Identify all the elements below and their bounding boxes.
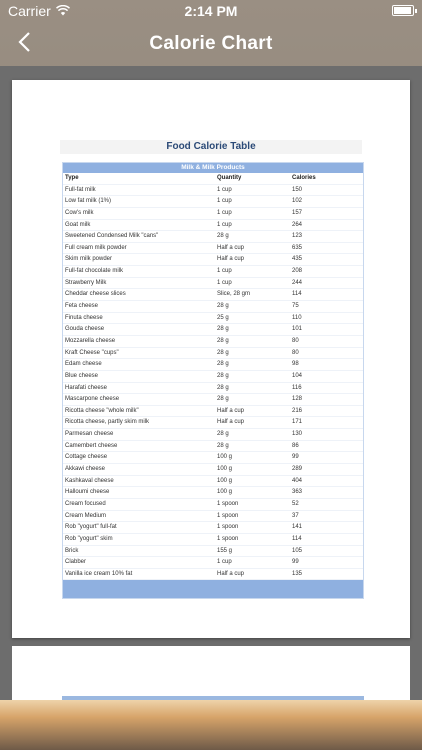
cell-type: Ricotta cheese "whole milk"	[65, 407, 139, 414]
table-row	[63, 522, 363, 534]
column-header-type: Type	[65, 175, 79, 181]
cell-calories: 114	[292, 535, 302, 542]
table-row	[63, 243, 363, 255]
pdf-page	[12, 80, 410, 638]
cell-quantity: 1 cup	[217, 268, 232, 275]
table-row	[63, 569, 363, 581]
cell-quantity: 1 cup	[217, 209, 232, 216]
cell-type: Harafati cheese	[65, 384, 108, 391]
cell-type: Camembert cheese	[65, 442, 118, 449]
cell-quantity: Slice, 28 gm	[217, 291, 251, 298]
cell-quantity: 1 spoon	[217, 512, 239, 519]
cell-quantity: 100 g	[217, 477, 233, 484]
cell-calories: 404	[292, 477, 303, 484]
cell-type: Akkawi cheese	[65, 466, 106, 473]
clock: 2:14 PM	[184, 3, 238, 19]
table-section-header	[62, 696, 364, 700]
cell-calories: 123	[292, 233, 303, 240]
cell-quantity: 1 spoon	[217, 524, 239, 531]
cell-type: Cottage cheese	[65, 454, 108, 461]
cell-type: Cow's milk	[65, 209, 94, 216]
cell-quantity: 1 spoon	[217, 535, 239, 542]
cell-quantity: 28 g	[217, 361, 229, 368]
table-row	[63, 371, 363, 383]
table-row	[63, 464, 363, 476]
cell-quantity: 100 g	[217, 454, 233, 461]
table-body	[63, 185, 363, 581]
table-row	[63, 266, 363, 278]
cell-type: Kashkaval cheese	[65, 477, 114, 484]
cell-calories: 101	[292, 326, 303, 333]
cell-quantity: 28 g	[217, 303, 229, 310]
cell-type: Full-fat milk	[65, 186, 96, 193]
pdf-viewer[interactable]	[0, 66, 422, 700]
cell-type: Parmesan cheese	[65, 431, 114, 438]
table-row	[63, 383, 363, 395]
table-row	[63, 289, 363, 301]
table-row	[63, 429, 363, 441]
battery-icon	[392, 5, 414, 16]
cell-type: Vanilla ice cream 10% fat	[65, 570, 133, 577]
table-column-headers	[63, 173, 363, 185]
cell-type: Cheddar cheese slices	[65, 291, 126, 298]
cell-type: Cream focused	[65, 500, 106, 507]
cell-type: Strawberry Milk	[65, 279, 107, 286]
table-row	[63, 254, 363, 266]
cell-type: Brick	[65, 547, 79, 554]
cell-type: Full cream milk powder	[65, 244, 127, 251]
back-button[interactable]	[12, 32, 36, 56]
cell-quantity: 1 cup	[217, 221, 232, 228]
cell-quantity: Half a cup	[217, 570, 245, 577]
cell-quantity: 100 g	[217, 466, 233, 473]
cell-calories: 157	[292, 209, 303, 216]
cell-type: Halloumi cheese	[65, 489, 110, 496]
table-row	[63, 487, 363, 499]
table-row	[63, 301, 363, 313]
table-row	[63, 185, 363, 197]
table-row	[63, 231, 363, 243]
cell-quantity: 25 g	[217, 314, 229, 321]
column-header-calories: Calories	[292, 175, 316, 181]
cell-calories: 128	[292, 396, 303, 403]
carrier-label: Carrier	[8, 3, 51, 19]
cell-calories: 264	[292, 221, 303, 228]
cell-calories: 105	[292, 547, 303, 554]
table-row	[63, 534, 363, 546]
cell-type: Skim milk powder	[65, 256, 113, 263]
nav-bar	[0, 22, 422, 66]
table-row	[63, 452, 363, 464]
calorie-table	[62, 162, 364, 599]
cell-type: Mozzarella cheese	[65, 337, 116, 344]
cell-calories: 171	[292, 419, 303, 426]
cell-quantity: 28 g	[217, 349, 229, 356]
cell-quantity: Half a cup	[217, 407, 245, 414]
cell-type: Goat milk	[65, 221, 91, 228]
table-section-header: Milk & Milk Products	[63, 163, 363, 173]
table-row	[63, 557, 363, 569]
cell-calories: 75	[292, 303, 299, 310]
table-row	[63, 394, 363, 406]
cell-calories: 208	[292, 268, 303, 275]
cell-calories: 141	[292, 524, 303, 531]
cell-type: Rob "yogurt" full-fat	[65, 524, 117, 531]
cell-quantity: 1 spoon	[217, 500, 239, 507]
cell-type: Clabber	[65, 559, 87, 566]
status-bar	[0, 0, 422, 22]
table-row	[63, 546, 363, 558]
cell-type: Low fat milk (1%)	[65, 198, 112, 205]
cell-calories: 435	[292, 256, 303, 263]
cell-quantity: 1 cup	[217, 198, 232, 205]
page-title: Calorie Chart	[149, 33, 273, 54]
cell-quantity: 1 cup	[217, 279, 232, 286]
table-row	[63, 406, 363, 418]
table-row	[63, 417, 363, 429]
cell-type: Full-fat chocolate milk	[65, 268, 124, 275]
cell-type: Sweetened Condensed Milk "cans"	[65, 233, 159, 240]
cell-type: Feta cheese	[65, 303, 99, 310]
cell-calories: 150	[292, 186, 303, 193]
cell-type: Cream Medium	[65, 512, 107, 519]
chevron-left-icon	[17, 31, 31, 58]
cell-quantity: 28 g	[217, 384, 229, 391]
cell-quantity: 28 g	[217, 372, 229, 379]
pdf-page-next	[12, 646, 410, 700]
cell-type: Edam cheese	[65, 361, 102, 368]
table-row	[63, 278, 363, 290]
cell-quantity: 28 g	[217, 233, 229, 240]
cell-calories: 114	[292, 291, 302, 298]
cell-calories: 130	[292, 431, 303, 438]
cell-type: Rob "yogurt" skim	[65, 535, 113, 542]
cell-quantity: Half a cup	[217, 419, 245, 426]
cell-type: Mascarpone cheese	[65, 396, 120, 403]
cell-quantity: Half a cup	[217, 256, 245, 263]
table-row	[63, 499, 363, 511]
table-row	[63, 511, 363, 523]
cell-calories: 110	[292, 314, 302, 321]
table-footer	[63, 580, 363, 598]
cell-calories: 116	[292, 384, 302, 391]
cell-calories: 80	[292, 349, 299, 356]
table-row	[63, 208, 363, 220]
background-image	[0, 695, 422, 750]
cell-calories: 99	[292, 454, 299, 461]
table-row	[63, 220, 363, 232]
table-row	[63, 313, 363, 325]
table-row	[63, 336, 363, 348]
cell-calories: 635	[292, 244, 303, 251]
cell-type: Blue cheese	[65, 372, 99, 379]
cell-type: Ricotta cheese, partly skim milk	[65, 419, 150, 426]
table-row	[63, 441, 363, 453]
table-row	[63, 476, 363, 488]
cell-quantity: 28 g	[217, 326, 229, 333]
cell-quantity: 28 g	[217, 431, 229, 438]
column-header-quantity: Quantity	[217, 175, 242, 181]
cell-calories: 37	[292, 512, 299, 519]
cell-calories: 99	[292, 559, 299, 566]
cell-calories: 289	[292, 466, 303, 473]
cell-type: Gouda cheese	[65, 326, 105, 333]
table-row	[63, 196, 363, 208]
cell-quantity: 100 g	[217, 489, 233, 496]
cell-quantity: 1 cup	[217, 186, 232, 193]
cell-calories: 98	[292, 361, 299, 368]
cell-calories: 363	[292, 489, 303, 496]
table-row	[63, 348, 363, 360]
cell-calories: 52	[292, 500, 299, 507]
cell-calories: 86	[292, 442, 299, 449]
cell-quantity: Half a cup	[217, 244, 245, 251]
cell-type: Finuta cheese	[65, 314, 103, 321]
cell-calories: 244	[292, 279, 303, 286]
cell-calories: 135	[292, 570, 303, 577]
cell-calories: 104	[292, 372, 303, 379]
cell-calories: 102	[292, 198, 303, 205]
cell-calories: 216	[292, 407, 303, 414]
cell-quantity: 28 g	[217, 442, 229, 449]
table-row	[63, 324, 363, 336]
document-title: Food Calorie Table	[60, 140, 362, 154]
cell-calories: 80	[292, 337, 299, 344]
cell-type: Kraft Cheese "cups"	[65, 349, 119, 356]
cell-quantity: 28 g	[217, 396, 229, 403]
cell-quantity: 155 g	[217, 547, 233, 554]
cell-quantity: 1 cup	[217, 559, 232, 566]
cell-quantity: 28 g	[217, 337, 229, 344]
table-row	[63, 359, 363, 371]
